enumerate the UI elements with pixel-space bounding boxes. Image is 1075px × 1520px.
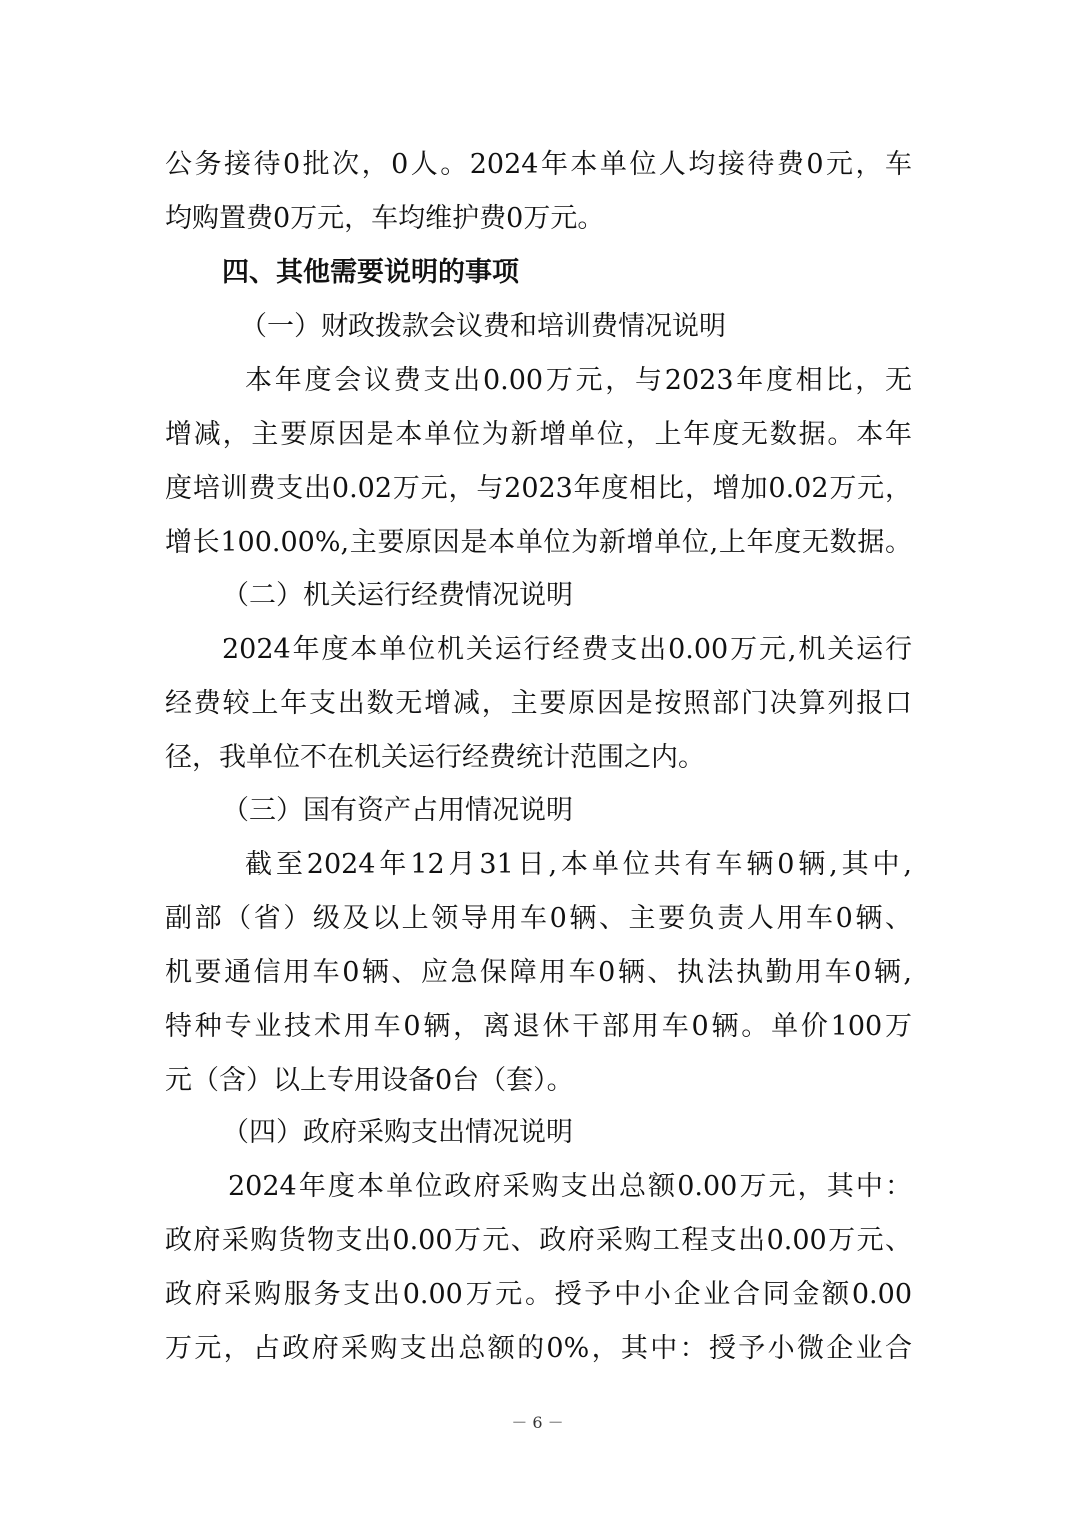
subsection-heading: （三）国有资产占用情况说明 [222,795,573,826]
body-text-line: 机要通信用车0辆、应急保障用车0辆、执法执勤用车0辆, [165,957,912,988]
body-text-line: 2024年度本单位政府采购支出总额0.00万元，其中： [228,1171,912,1202]
body-text-line: 增减，主要原因是本单位为新增单位，上年度无数据。本年 [165,419,912,450]
page-number: － 6 － [511,1413,564,1432]
subsection-heading: （一）财政拨款会议费和培训费情况说明 [240,311,726,342]
body-text-line: 万元，占政府采购支出总额的0%，其中：授予小微企业合 [165,1333,912,1364]
body-text-line: 本年度会议费支出0.00万元，与2023年度相比，无 [245,365,912,396]
body-text-line: 特种专业技术用车0辆，离退休干部用车0辆。单价100万 [165,1011,912,1042]
body-text-line: 截至2024年12月31日,本单位共有车辆0辆,其中, [245,849,912,880]
body-text-line: 度培训费支出0.02万元，与2023年度相比，增加0.02万元， [165,473,912,504]
body-text-line: 副部（省）级及以上领导用车0辆、主要负责人用车0辆、 [165,903,912,934]
body-text-line: 径，我单位不在机关运行经费统计范围之内。 [165,742,705,773]
body-text-line: 政府采购货物支出0.00万元、政府采购工程支出0.00万元、 [165,1225,912,1256]
body-text-line: 增长100.00%,主要原因是本单位为新增单位,上年度无数据。 [165,527,912,558]
body-text-line: 经费较上年支出数无增减，主要原因是按照部门决算列报口 [165,688,912,719]
section-heading: 四、其他需要说明的事项 [222,257,519,288]
subsection-heading: （二）机关运行经费情况说明 [222,580,573,611]
subsection-heading: （四）政府采购支出情况说明 [222,1117,573,1148]
body-text-line: 元（含）以上专用设备0台（套）。 [165,1065,574,1096]
body-text-line: 2024年度本单位机关运行经费支出0.00万元,机关运行 [222,634,912,665]
body-text-line: 公务接待0批次，0人。2024年本单位人均接待费0元，车 [165,149,912,180]
body-text-line: 均购置费0万元，车均维护费0万元。 [165,203,605,234]
body-text-line: 政府采购服务支出0.00万元。授予中小企业合同金额0.00 [165,1279,912,1310]
